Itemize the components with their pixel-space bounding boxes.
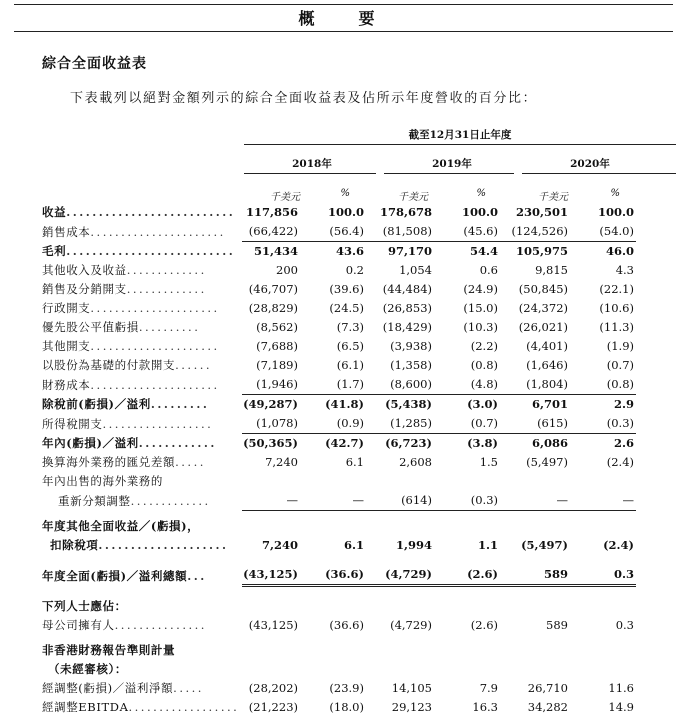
value-cell [434,597,500,616]
row-label-text: 其他收入及收益 [42,263,127,277]
right-pad [636,261,678,280]
value-cell: (41.8) [325,397,364,411]
table-row [42,616,678,635]
value-cell: (0.9) [300,414,366,434]
value-cell: 7,240 [261,538,298,552]
value-cell: (23.9) [329,681,364,695]
value-cell: (0.7) [434,414,500,434]
value-cell: 1.1 [477,538,498,552]
value-cell [300,472,366,491]
value-cell: 9,815 [535,263,568,277]
row-label-text: 以股份為基礎的付款開支 [42,358,176,372]
value-cell: (44,484) [382,282,432,296]
value-cell: 0.6 [479,263,498,277]
value-cell [570,660,636,679]
leader-dots: .......................... [66,205,236,219]
value-cell: (2.4) [603,538,634,552]
value-cell [300,517,366,536]
value-cell: (50,365) [243,436,298,450]
value-cell: (4,729) [366,565,434,586]
value-cell: — [500,491,570,511]
value-cell [500,641,570,660]
row-label-text: 其他開支 [42,339,91,353]
value-cell: 7.9 [479,681,498,695]
value-cell: (54.0) [570,222,636,242]
value-cell: (46,707) [248,282,298,296]
value-cell: (22.1) [599,282,634,296]
value-cell: (24.5) [329,301,364,315]
leader-dots: ... [187,568,207,583]
row-label [42,641,242,660]
value-cell [242,597,300,616]
value-cell: 0.2 [345,263,364,277]
header-rule [244,144,676,145]
value-cell: (7,688) [256,339,298,353]
leader-dots: .................. [128,700,240,714]
value-cell [500,472,570,491]
value-cell: (28,202) [248,681,298,695]
value-cell: 29,123 [391,700,432,714]
leader-dots: ............. [126,263,207,277]
value-cell: (15.0) [463,301,498,315]
value-cell [570,472,636,491]
value-cell: (1.7) [300,375,366,395]
value-cell: 100.0 [461,205,498,219]
row-label-text: 年度其他全面收益／(虧損)， [42,519,200,533]
year-2018-header: 2018年 [292,158,332,170]
row-label-text: 扣除稅項 [50,538,99,552]
value-cell: — [242,491,300,511]
right-pad [636,679,678,698]
value-cell: (0.8) [570,375,636,395]
value-cell: 51,434 [253,244,298,258]
right-pad [636,203,678,222]
row-label-text: 銷售及分銷開支 [42,282,127,296]
value-cell [434,660,500,679]
leader-dots: .................. [102,416,214,431]
right-pad [636,453,678,472]
row-label-text: 銷售成本 [42,224,91,239]
row-label-text: 除稅前(虧損)／溢利 [42,397,151,411]
row-label-text: 母公司擁有人 [42,618,115,632]
value-cell: (1,804) [500,375,570,395]
leader-dots: ...................... [90,224,226,239]
year-2019-rule [384,173,514,174]
row-label [42,616,242,635]
row-label [42,536,242,555]
value-cell: (0.8) [470,358,498,372]
value-cell: 4.3 [615,263,634,277]
value-cell: 97,170 [387,244,432,258]
table-row [42,517,678,536]
value-cell: (1,646) [526,358,568,372]
value-cell [434,517,500,536]
table-row [42,660,678,679]
value-cell: (5,438) [385,397,432,411]
row-label [42,679,242,698]
row-label [42,280,242,299]
right-pad [636,698,678,717]
right-pad [636,536,678,555]
table-row [42,698,678,717]
row-label [42,491,242,511]
table-row [42,491,678,511]
spacer-row [42,586,678,598]
value-cell [366,597,434,616]
table-row [42,414,678,434]
leader-dots: ..... [173,681,204,695]
leader-dots: ..................... [90,339,220,353]
value-cell: 230,501 [515,205,568,219]
right-pad [636,280,678,299]
value-cell: (3,938) [390,339,432,353]
unit-amount-2020: 千美元 [538,192,568,203]
value-cell: 26,710 [527,681,568,695]
right-pad [636,337,678,356]
right-pad [636,299,678,318]
value-cell: (36.6) [300,565,366,586]
row-label-text: 財務成本 [42,377,91,392]
value-cell: (43,125) [248,618,298,632]
row-label-text: 行政開支 [42,301,91,315]
leader-dots: ............. [130,493,211,508]
value-cell: (7,189) [256,358,298,372]
value-cell: 6.1 [345,455,364,469]
value-cell: (3.0) [467,397,498,411]
value-cell: (42.7) [325,436,364,450]
row-label [42,414,242,434]
value-cell: (10.6) [599,301,634,315]
row-label-text: 年內出售的海外業務的 [42,474,163,488]
table-row [42,356,678,375]
value-cell: 100.0 [327,205,364,219]
table-row [42,472,678,491]
value-cell: (124,526) [500,222,570,242]
value-cell: (1,285) [366,414,434,434]
table-row [42,299,678,318]
page-title: 概 要 [14,4,673,32]
unit-percent-2019: % [476,188,486,199]
value-cell: (1,358) [390,358,432,372]
right-pad [636,414,678,434]
value-cell: 7,240 [265,455,298,469]
value-cell: 14,105 [391,681,432,695]
table-row [42,375,678,395]
value-cell [300,641,366,660]
table-row [42,261,678,280]
section-heading: 綜合全面收益表 [42,56,147,72]
value-cell: (43,125) [242,565,300,586]
value-cell [366,472,434,491]
value-cell: (24.9) [463,282,498,296]
table-row [42,337,678,356]
value-cell: (5,497) [526,455,568,469]
value-cell: (39.6) [329,282,364,296]
row-label [42,318,242,337]
row-label-text: （未經審核）： [48,662,127,676]
value-cell: (614) [366,491,434,511]
table-row [42,453,678,472]
leader-dots: .......................... [66,244,236,258]
value-cell: (6.1) [336,358,364,372]
value-cell: (8,562) [256,320,298,334]
right-pad [636,660,678,679]
value-cell [242,517,300,536]
value-cell: 117,856 [245,205,298,219]
value-cell: 589 [500,565,570,586]
value-cell: (10.3) [463,320,498,334]
unit-percent-2020: % [610,188,620,199]
row-label [42,261,242,280]
value-cell [500,517,570,536]
value-cell [300,597,366,616]
value-cell: (26,021) [518,320,568,334]
value-cell [242,660,300,679]
unit-amount-2019: 千美元 [398,192,428,203]
leader-dots: ............... [114,618,207,632]
value-cell: (2.6) [434,565,500,586]
value-cell: 6,701 [531,397,568,411]
year-2019-header: 2019年 [432,158,472,170]
value-cell: 6,086 [531,436,568,450]
value-cell [242,472,300,491]
value-cell: (3.8) [467,436,498,450]
row-label [42,356,242,375]
value-cell: (2.6) [470,618,498,632]
value-cell [366,641,434,660]
table-row [42,203,678,222]
value-cell: (4.8) [434,375,500,395]
value-cell: (26,853) [382,301,432,315]
table-row [42,434,678,454]
value-cell [570,517,636,536]
value-cell: (18.0) [329,700,364,714]
value-cell [300,660,366,679]
value-cell: (18,429) [382,320,432,334]
value-cell [500,660,570,679]
value-cell: 43.6 [335,244,364,258]
row-label-text: 重新分類調整 [58,493,131,508]
row-label [42,565,242,586]
row-label [42,434,242,454]
value-cell: 2.6 [613,436,634,450]
value-cell: (21,223) [248,700,298,714]
value-cell: 2,608 [399,455,432,469]
table-row [42,536,678,555]
value-cell: — [570,491,636,511]
value-cell [366,660,434,679]
year-2020-header: 2020年 [570,158,610,170]
row-label [42,597,242,616]
value-cell: (1,078) [242,414,300,434]
value-cell: (7.3) [336,320,364,334]
leader-dots: ..... [175,455,206,469]
value-cell [434,472,500,491]
row-label-text: 年度全面(虧損)／溢利總額 [42,568,188,583]
table-row [42,222,678,242]
value-cell [434,641,500,660]
value-cell: 0.3 [615,618,634,632]
value-cell: (0.7) [606,358,634,372]
value-cell: (36.6) [329,618,364,632]
leader-dots: ......... [150,397,210,411]
value-cell: (24,372) [518,301,568,315]
table-row [42,679,678,698]
row-label [42,242,242,262]
leader-dots: ..................... [90,301,220,315]
row-label [42,698,242,717]
period-caption: 截至12月31日止年度 [408,129,512,141]
row-label [42,453,242,472]
value-cell: (8,600) [366,375,434,395]
right-pad [636,318,678,337]
row-label [42,472,242,491]
value-cell: (5,497) [521,538,568,552]
row-label-text: 收益 [42,205,67,219]
row-label-text: 優先股公平值虧損 [42,320,139,334]
table-row [42,242,678,262]
value-cell: (6.5) [336,339,364,353]
row-label-text: 經調整(虧損)／溢利淨額 [42,681,174,695]
value-cell: (4,729) [390,618,432,632]
right-pad [636,375,678,395]
right-pad [636,597,678,616]
value-cell: (0.3) [434,491,500,511]
table-row [42,597,678,616]
value-cell: 46.0 [605,244,634,258]
value-cell: 14.9 [608,700,634,714]
value-cell: 16.3 [472,700,498,714]
value-cell [366,517,434,536]
value-cell: 1,994 [395,538,432,552]
unit-percent-2018: % [340,188,350,199]
leader-dots: ..................... [90,377,220,392]
value-cell: 2.9 [613,397,634,411]
row-label [42,203,242,222]
value-cell: (1,946) [242,375,300,395]
value-cell: 6.1 [343,538,364,552]
value-cell: — [300,491,366,511]
value-cell [242,641,300,660]
value-cell: (11.3) [599,320,634,334]
intro-text: 下表載列以絕對金額列示的綜合全面收益表及佔所示年度營收的百分比： [70,91,538,106]
leader-dots: ............. [126,282,207,296]
right-pad [636,491,678,511]
income-statement-table [42,203,678,717]
row-label-text: 所得稅開支 [42,416,103,431]
right-pad [636,242,678,262]
value-cell: 11.6 [608,681,634,695]
value-cell: (66,422) [242,222,300,242]
value-cell [570,597,636,616]
value-cell: (2.2) [470,339,498,353]
value-cell: (0.3) [570,414,636,434]
leader-dots: .......... [138,320,201,334]
right-pad [636,616,678,635]
value-cell: 0.3 [570,565,636,586]
row-label-text: 經調整EBITDA [42,700,129,714]
value-cell: (81,508) [366,222,434,242]
value-cell: (56.4) [300,222,366,242]
table-row [42,318,678,337]
row-label-text: 年內(虧損)／溢利 [42,436,139,450]
row-label [42,375,242,395]
leader-dots: .................... [98,538,229,552]
value-cell: (6,723) [385,436,432,450]
value-cell: 1.5 [479,455,498,469]
right-pad [636,395,678,415]
value-cell: 34,282 [527,700,568,714]
value-cell [570,641,636,660]
row-label [42,222,242,242]
unit-amount-2018: 千美元 [270,192,300,203]
value-cell: (28,829) [248,301,298,315]
right-pad [636,565,678,586]
right-pad [636,434,678,454]
value-cell: (49,287) [243,397,298,411]
value-cell: 105,975 [515,244,568,258]
row-label [42,517,242,536]
row-label [42,660,242,679]
right-pad [636,222,678,242]
spacer-row [42,555,678,565]
value-cell: (45.6) [434,222,500,242]
value-cell: 178,678 [379,205,432,219]
value-cell: (615) [500,414,570,434]
right-pad [636,356,678,375]
year-2018-rule [244,173,376,174]
leader-dots: ............ [138,436,217,450]
value-cell: 200 [276,263,298,277]
value-cell: 589 [546,618,568,632]
row-label-text: 非香港財務報告準則計量 [42,643,176,657]
value-cell: (1.9) [606,339,634,353]
value-cell: (2.4) [606,455,634,469]
value-cell: 100.0 [597,205,634,219]
row-label-text: 毛利 [42,244,67,258]
right-pad [636,517,678,536]
value-cell: (4,401) [526,339,568,353]
table-row [42,641,678,660]
row-label-text: 下列人士應佔： [42,599,127,613]
right-pad [636,472,678,491]
value-cell: (50,845) [518,282,568,296]
value-cell [500,597,570,616]
value-cell: 1,054 [399,263,432,277]
table-row [42,565,678,586]
row-label [42,337,242,356]
year-2020-rule [522,173,676,174]
row-label [42,299,242,318]
leader-dots: ...... [175,358,213,372]
row-label-text: 換算海外業務的匯兑差額 [42,455,176,469]
table-row [42,280,678,299]
row-label [42,395,242,415]
right-pad [636,641,678,660]
value-cell: 54.4 [469,244,498,258]
table-row [42,395,678,415]
